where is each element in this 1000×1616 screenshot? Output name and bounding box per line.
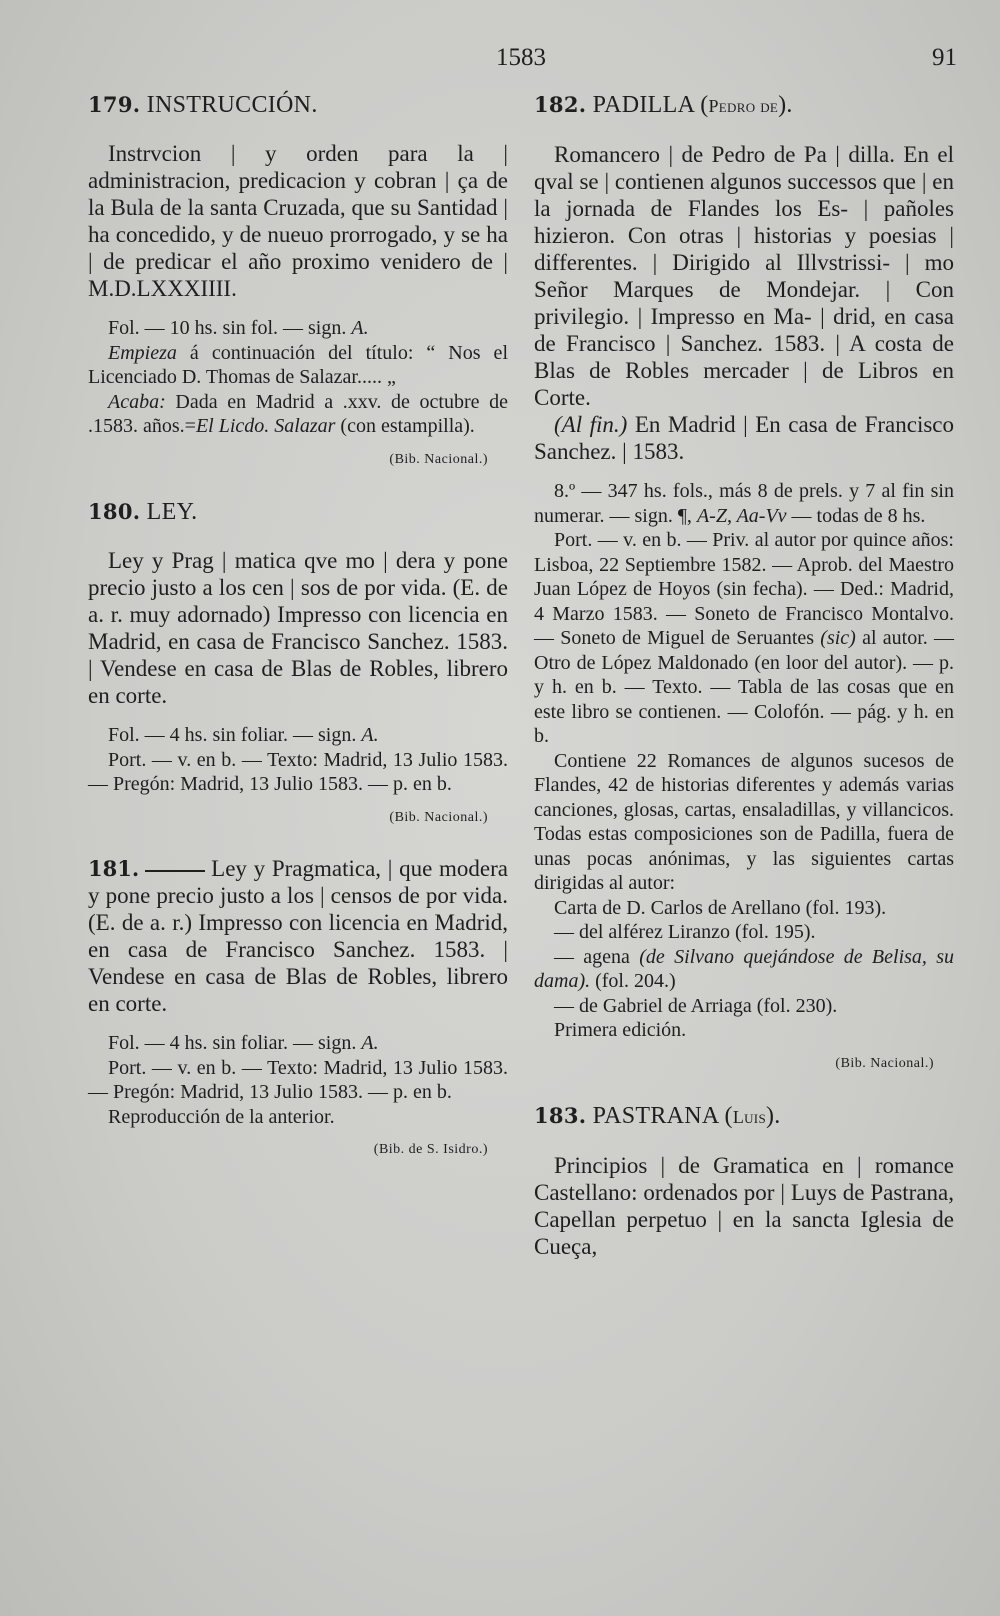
entry-title: Instrvcion | y orden para la | administracion, predicacion y cobran | ça de la Bula de la santa Cruzada, que su Santidad | ha concedido, y de nueuo prorrogado, y se ha | de predicar el año proximo venidero de | M.D.LXXXIIII. — [88, 141, 508, 301]
letter-item: Carta de D. Carlos de Arellano (fol. 193). — [554, 896, 887, 919]
colophon: (Al fin.) En Madrid | En casa de Francisco Sanchez. | 1583. — [534, 412, 954, 464]
running-head — [0, 44, 1000, 78]
entry-179 — [88, 90, 508, 473]
collation-line: 8.º — 347 hs. fols., más 8 de prels. y 7 al fin sin numerar. — sign. ¶, A-Z, Aa-Vv — todas de 8 hs. — [534, 480, 954, 527]
contents-line: Port. — v. en b. — Texto: Madrid, 13 Julio 1583. — Pregón: Madrid, 13 Julio 1583. — p. en b. — [88, 1056, 508, 1103]
contents-line: Port. — v. en b. — Priv. al autor por quince años: Lisboa, 22 Septiembre 1582. — Aprob. del Maestro Juan López de Hoyos (sin fecha). — Ded.: Madrid, 4 Marzo 1583. — Soneto de Francisco Montalvo. — Soneto de Miguel de Seruantes (sic) al autor. — Otro de López Maldonado (en loor del autor). — p. y h. en b. — Texto. — Tabla de las cosas que en este libro se contienen. — Colofón. — pág. y h. en b. — [534, 529, 954, 747]
note-line: Contiene 22 Romances de algunos sucesos de Flandes, 42 de historias diferentes y además varias canciones, glosas, cartas, ensaladillas, y villancicos. Todas estas composiciones son de Padilla, fuera de unas pocas anónimas, y las siguientes cartas dirigidas al autor: — [534, 749, 954, 894]
entry-title: Ley y Prag | matica qve mo | dera y pone precio justo a los cen | sos de por vida. (E. de a. r. muy adornado) Impresso con licencia en Madrid, en casa de Francisco Sanchez. 1583. | Vendese en casa de Blas de Robles, librero en corte. — [88, 548, 508, 708]
letter-item: — agena (de Silvano quejándose de Belisa, su dama). (fol. 204.) — [534, 945, 954, 992]
explicit-line: Acaba: Dada en Madrid a .xxv. de octubre de .1583. años.=El Licdo. Salazar (con estampilla). — [88, 390, 508, 437]
collation-line: Fol. — 4 hs. sin foliar. — sign. A. — [108, 724, 379, 746]
entry-180 — [88, 497, 508, 831]
running-year: 1583 — [496, 44, 546, 71]
entry-number: 180. — [88, 499, 141, 524]
letter-item: — del alférez Liranzo (fol. 195). — [554, 921, 816, 943]
note-line: Reproducción de la anterior. — [108, 1105, 335, 1128]
entry-name: LEY. — [146, 499, 198, 525]
page-number: 91 — [932, 44, 957, 71]
right-column — [534, 90, 954, 1260]
entry-number: 179. — [88, 92, 141, 117]
entry-title: 181. Ley y Pragmatica, | que modera y pone precio justo a los | censos de por vida. (E. de a. r.) Impresso con licencia en Madrid, en casa de Francisco Sanchez. 1583. | Vendese en casa de Blas de Robles, librero en corte. — [88, 856, 508, 1016]
ditto-rule — [145, 870, 205, 872]
entry-heading — [534, 90, 954, 121]
entry-number: 182. — [534, 92, 587, 117]
library-location: (Bib. Nacional.) — [835, 1055, 934, 1071]
entry-description — [88, 1031, 508, 1129]
letter-item: — de Gabriel de Arriaga (fol. 230). — [554, 994, 838, 1017]
left-column — [88, 90, 508, 1164]
entry-name: INSTRUCCIÓN. — [146, 92, 318, 118]
entry-heading — [88, 497, 508, 527]
library-location: (Bib. Nacional.) — [389, 451, 488, 467]
entry-number: 181. — [88, 856, 140, 881]
entry-title: Romancero | de Pedro de Pa | dilla. En el qval se | contienen algunos successos que | en la jornada de Flandes los Es- | pañoles hizieron. Con otras | historias y poesias | differentes. | Dirigido al Illvstrissi- | mo Señor Marques de Mondejar. | Con privilegio. | Impresso en Ma- | drid, en casa de Francisco | Sanchez. 1583. | A costa de Blas de Robles mercader | de Libros en Corte. — [534, 142, 954, 410]
edition-note: Primera edición. — [554, 1019, 687, 1041]
entry-182 — [534, 90, 954, 1077]
entry-title: Principios | de Gramatica en | romance Castellano: ordenados por | Luys de Pastrana, Capellan perpetuo | en la sancta Iglesia de Cueça, — [534, 1153, 954, 1259]
entry-description — [88, 723, 508, 797]
entry-heading — [534, 1101, 954, 1132]
entry-description — [88, 316, 508, 439]
entry-name: PASTRANA (Luis). — [592, 1103, 781, 1129]
contents-line: Port. — v. en b. — Texto: Madrid, 13 Julio 1583. — Pregón: Madrid, 13 Julio 1583. — p. en b. — [88, 748, 508, 795]
entry-name: PADILLA (Pedro de). — [592, 92, 793, 118]
library-location: (Bib. de S. Isidro.) — [373, 1142, 488, 1157]
collation-line: Fol. — 10 hs. sin fol. — sign. A. — [108, 317, 369, 339]
entry-181 — [88, 855, 508, 1164]
library-location: (Bib. Nacional.) — [389, 809, 488, 825]
collation-line: Fol. — 4 hs. sin foliar. — sign. A. — [108, 1032, 379, 1054]
incipit-line: Empieza á continuación del título: “ Nos el Licenciado D. Thomas de Salazar..... „ — [88, 341, 508, 388]
entry-number: 183. — [534, 1103, 587, 1128]
entry-heading — [88, 90, 508, 120]
entry-183 — [534, 1101, 954, 1260]
entry-description — [534, 479, 954, 1043]
